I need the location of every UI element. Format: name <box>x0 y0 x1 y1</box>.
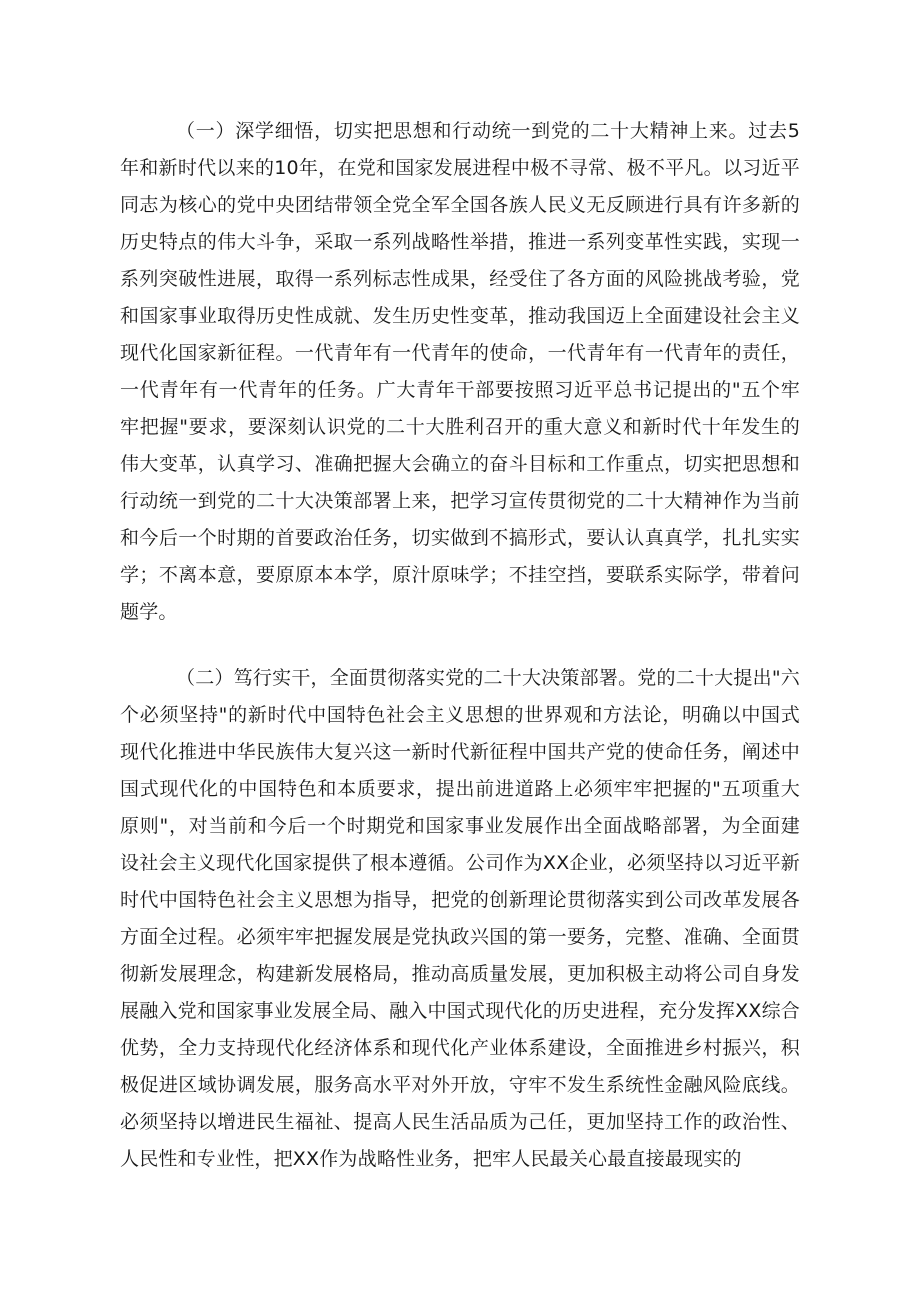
paragraph-2: （二）笃行实干，全面贯彻落实党的二十大决策部署。党的二十大提出"六个必须坚持"的新时代中国特色社会主义思想的世界观和方法论，明确以中国式现代化推进中华民族伟大复兴这一新时代新征程中国共产党的使命任务，阐述中国式现代化的中国特色和本质要求，提出前进道路上必须牢牢把握的"五项重大原则"，对当前和今后一个时期党和国家事业发展作出全面战略部署，为全面建设社会主义现代化国家提供了根本遵循。公司作为XX企业，必须坚持以习近平新时代中国特色社会主义思想为指导，把党的创新理论贯彻落实到公司改革发展各方面全过程。必须牢牢把握发展是党执政兴国的第一要务，完整、准确、全面贯彻新发展理念，构建新发展格局，推动高质量发展，更加积极主动将公司自身发展融入党和国家事业发展全局、融入中国式现代化的历史进程，充分发挥XX综合优势，全力支持现代化经济体系和现代化产业体系建设，全面推进乡村振兴，积极促进区域协调发展，服务高水平对外开放，守牢不发生系统性金融风险底线。必须坚持以增进民生福祉、提高人民生活品质为己任，更加坚持工作的政治性、人民性和专业性，把XX作为战略性业务，把牢人民最关心最直接最现实的 <box>120 667 800 1170</box>
paragraph-1: （一）深学细悟，切实把思想和行动统一到党的二十大精神上来。过去5年和新时代以来的10年，在党和国家发展进程中极不寻常、极不平凡。以习近平同志为核心的党中央团结带领全党全军全国各族人民义无反顾进行具有许多新的历史特点的伟大斗争，采取一系列战略性举措，推进一系列变革性实践，实现一系列突破性进展，取得一系列标志性成果，经受住了各方面的风险挑战考验，党和国家事业取得历史性成就、发生历史性变革，推动我国迈上全面建设社会主义现代化国家新征程。一代青年有一代青年的使命，一代青年有一代青年的责任，一代青年有一代青年的任务。广大青年干部要按照习近平总书记提出的"五个牢牢把握"要求，要深刻认识党的二十大胜利召开的重大意义和新时代十年发生的伟大变革，认真学习、准确把握大会确立的奋斗目标和工作重点，切实把思想和行动统一到党的二十大决策部署上来，把学习宣传贯彻党的二十大精神作为当前和今后一个时期的首要政治任务，切实做到不搞形式，要认认真真学，扎扎实实学；不离本意，要原原本本学，原汁原味学；不挂空挡，要联系实际学，带着问题学。 <box>120 120 800 623</box>
